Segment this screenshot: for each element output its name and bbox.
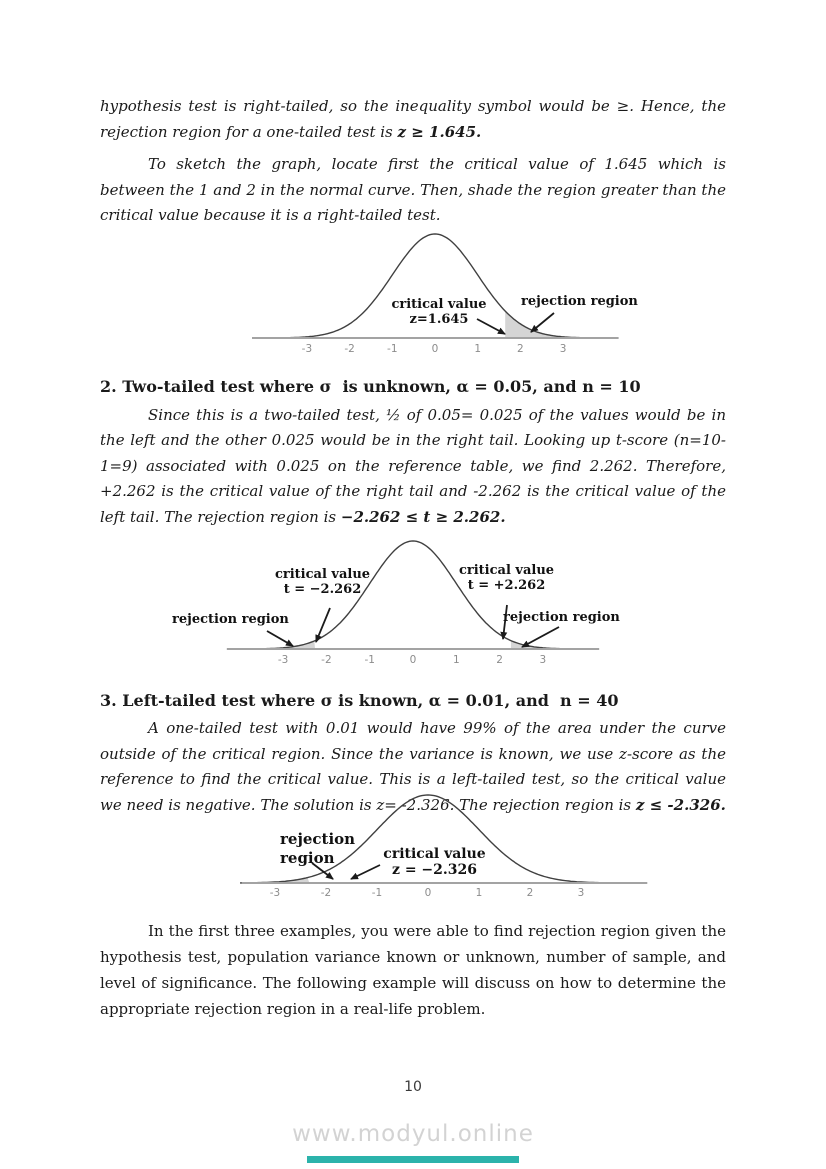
page-number: 10	[404, 1079, 422, 1095]
chart-right-tailed-test	[250, 227, 670, 367]
svg-text:2: 2	[496, 654, 503, 666]
example3-text: A one-tailed test with 0.01 would have 99% of the area under the curve outside of the critical region. Since the variance is known, we use z-score as the reference to find the critical value. This is a left-tailed test, so the critical value we need is negative. The solution is z= -2.326. The rejection region is	[100, 719, 726, 814]
svg-text:0: 0	[431, 342, 439, 355]
example2-text: Since this is a two-tailed test, ½ of 0.05= 0.025 of the values would be in the left and the other 0.025 would be in the right tail. Looking up t-score (n=10-1=9) associated with 0.025 on the reference table, we find 2.262. Therefore, +2.262 is the critical value of the right tail and -2.262 is the critical value of the left tail. The rejection region is	[100, 405, 726, 526]
paragraph-example-2	[100, 403, 726, 531]
left-rejection-region-label: rejection region	[172, 612, 289, 627]
critical-value-line2: z = −2.326	[392, 862, 477, 878]
rejection-region-statement-2: −2.262 ≤ t ≥ 2.262.	[340, 507, 506, 526]
rejection-region-statement-3: z ≤ -2.326.	[635, 795, 726, 814]
left-critical-value-label	[260, 567, 385, 597]
svg-text:3: 3	[559, 342, 567, 355]
svg-text:3: 3	[539, 654, 547, 666]
svg-text:-1: -1	[364, 654, 375, 666]
rejection-region-statement-1: z ≥ 1.645.	[397, 122, 482, 141]
critical-value-label	[352, 846, 517, 878]
chart-left-tailed-test	[240, 790, 660, 908]
paragraph-intro	[100, 94, 726, 145]
svg-text:3: 3	[577, 887, 585, 899]
watermark-text: www.modyul.online	[292, 1121, 534, 1147]
svg-text:1: 1	[452, 654, 460, 666]
rejection-region-label: rejection region	[521, 293, 638, 309]
rejection-region-line1: rejection	[280, 830, 356, 848]
left-critical-value-line1: critical value	[274, 567, 371, 582]
paragraph-sketch-instructions: To sketch the graph, locate first the critical value of 1.645 which is between the 1 and 2 in the normal curve. Then, shade the region greater than the critical value because it is a right-tailed test.	[100, 155, 726, 224]
critical-value-label-line2: z=1.645	[409, 311, 469, 327]
svg-text:0: 0	[424, 887, 432, 899]
right-rejection-region-label: rejection region	[503, 610, 620, 625]
right-critical-value-line2: t = +2.262	[467, 578, 546, 593]
svg-text:0: 0	[409, 654, 417, 666]
right-critical-value-label	[444, 563, 569, 593]
svg-text:-1: -1	[371, 887, 383, 899]
heading-example-2: 2. Two-tailed test where σ is unknown, α = 0.05, and n = 10	[100, 376, 641, 396]
critical-value-line1: critical value	[383, 846, 486, 862]
chart-two-tailed-test	[170, 530, 650, 680]
right-critical-value-line1: critical value	[458, 563, 555, 578]
left-critical-value-line2: t = −2.262	[283, 582, 362, 597]
page-content	[100, 94, 726, 1022]
svg-text:-3: -3	[301, 342, 313, 355]
normal-curve-two-tailed	[170, 530, 650, 680]
paragraph-closing: In the first three examples, you were able to find rejection region given the hypothesis test, population variance known or unknown, number of sample, and level of significance. The following example will discuss on how to determine the appropriate rejection region in a real-life problem.	[100, 922, 726, 1018]
rejection-region-line2: region	[280, 849, 335, 867]
svg-text:-2: -2	[344, 342, 355, 355]
critical-value-label-line1: critical value	[391, 296, 487, 312]
svg-text:-1: -1	[387, 342, 398, 355]
critical-value-label	[374, 297, 504, 327]
svg-text:-3: -3	[277, 654, 289, 666]
heading-example-3: 3. Left-tailed test where σ is known, α = 0.01, and n = 40	[100, 691, 619, 710]
svg-text:1: 1	[475, 887, 483, 899]
svg-text:-3: -3	[269, 887, 281, 899]
svg-text:1: 1	[474, 342, 482, 355]
svg-text:2: 2	[526, 887, 534, 899]
footer-accent-bar	[307, 1156, 519, 1163]
intro-text: hypothesis test is right-tailed, so the inequality symbol would be ≥. Hence, the rejection region for a one-tailed test is	[100, 97, 726, 141]
svg-text:-2: -2	[320, 887, 332, 899]
svg-text:-2: -2	[321, 654, 332, 666]
svg-text:2: 2	[517, 342, 524, 355]
